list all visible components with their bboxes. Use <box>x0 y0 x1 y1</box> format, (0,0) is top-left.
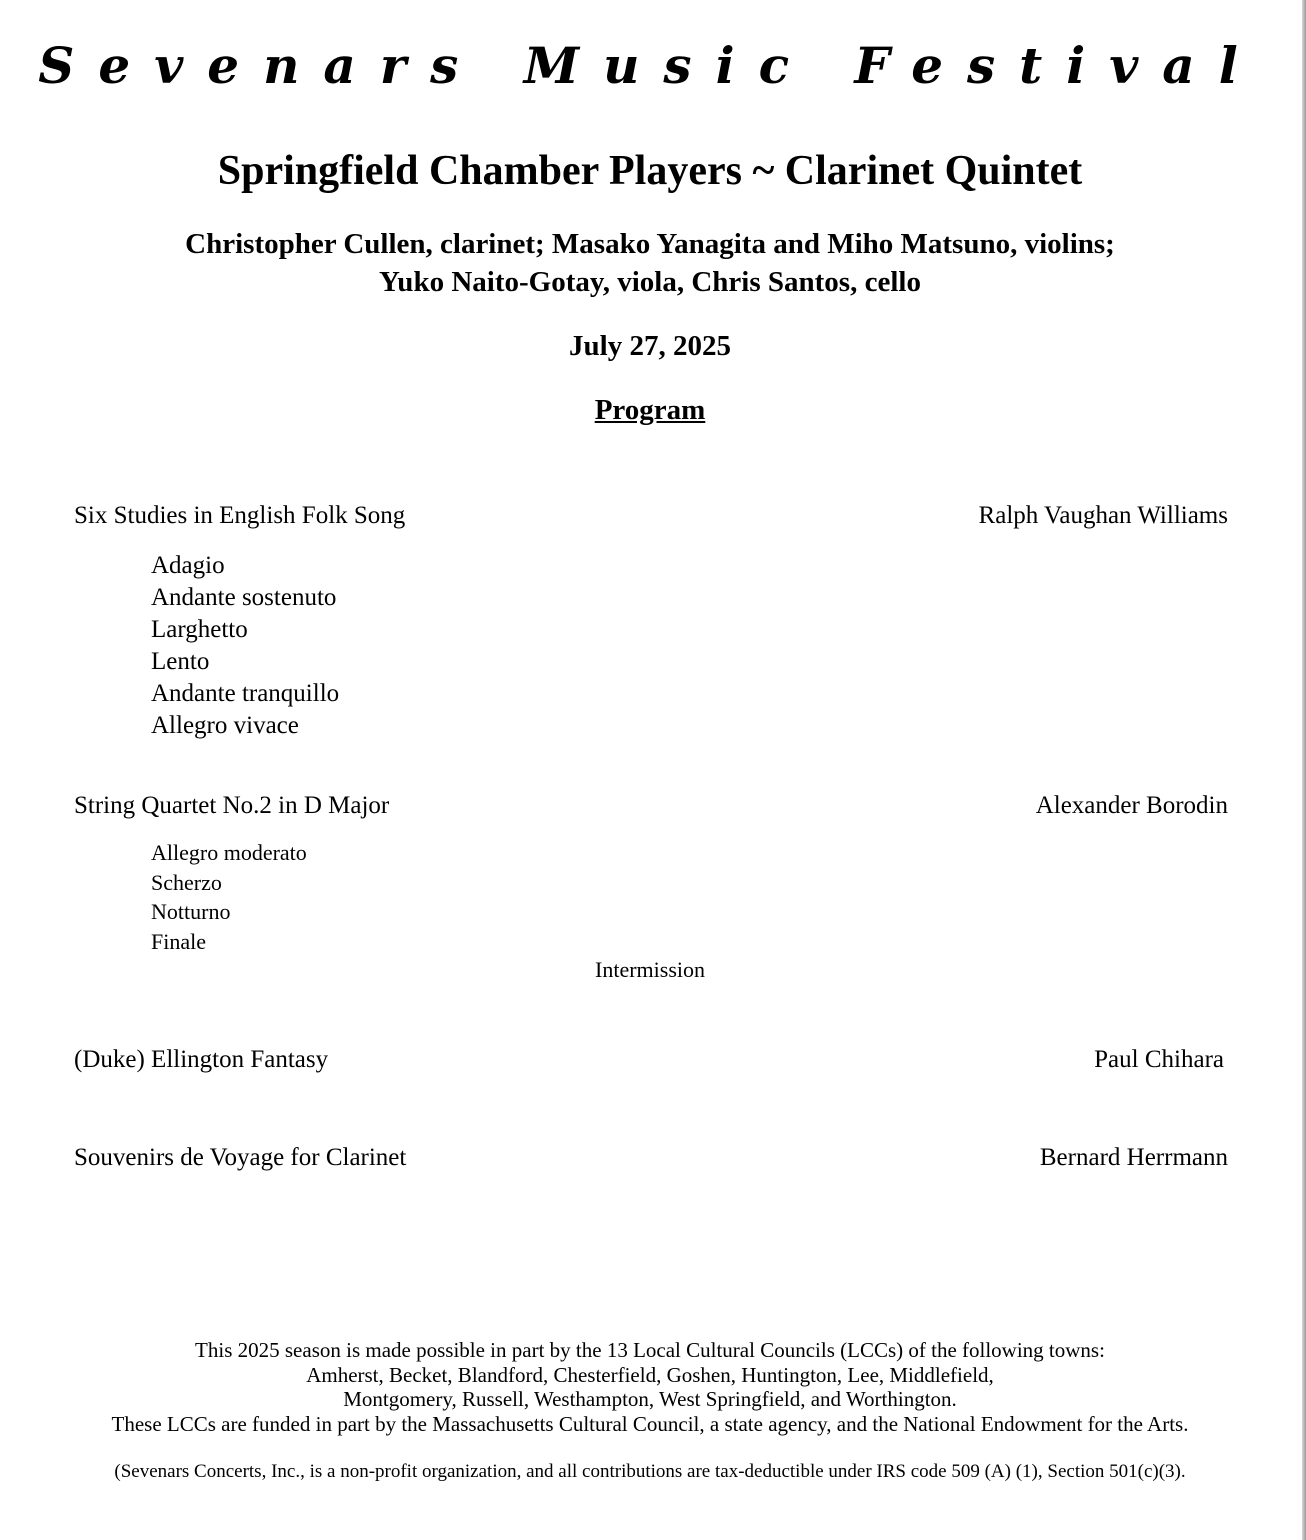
movement: Andante tranquillo <box>151 680 340 707</box>
work-title: String Quartet No.2 in D Major <box>74 792 390 819</box>
work-title: (Duke) Ellington Fantasy <box>74 1046 329 1073</box>
program-heading <box>0 392 1300 428</box>
festival-title: Sevenars Music Festival <box>38 36 1262 95</box>
work-composer: Ralph Vaughan Williams <box>978 502 1228 529</box>
credits-line: These LCCs are funded in part by the Massachusetts Cultural Council, a state agency, and the National Endowment for the Arts. <box>111 1411 1189 1436</box>
movement-list <box>151 550 339 742</box>
credits-line: Montgomery, Russell, Westhampton, West Springfield, and Worthington. <box>343 1387 957 1411</box>
movement: Allegro moderato <box>151 840 307 865</box>
work-composer: Bernard Herrmann <box>1039 1144 1228 1171</box>
nonprofit-note: (Sevenars Concerts, Inc., is a non-profit organization, and all contributions are tax-deductible under IRS code 509 (A) (1), Section 501(c)(3). <box>114 1461 1186 1482</box>
movement: Allegro vivace <box>151 712 299 739</box>
concert-date: July 27, 2025 <box>569 330 731 362</box>
movement: Finale <box>151 928 206 954</box>
movement: Adagio <box>151 552 225 579</box>
credits-line: Amherst, Becket, Blandford, Chesterfield, Goshen, Huntington, Lee, Middlefield, <box>306 1362 994 1387</box>
movement: Scherzo <box>151 869 222 895</box>
work-title: Souvenirs de Voyage for Clarinet <box>74 1144 407 1171</box>
performers <box>0 225 1300 301</box>
funding-credits <box>0 1338 1300 1436</box>
movement: Notturno <box>151 899 231 924</box>
intermission: Intermission <box>595 957 705 982</box>
movement: Larghetto <box>151 616 248 643</box>
page-edge <box>1302 0 1306 1540</box>
movement: Andante sostenuto <box>151 584 337 611</box>
work-composer: Paul Chihara <box>1094 1046 1224 1073</box>
credits-line: This 2025 season is made possible in part by the 13 Local Cultural Councils (LCCs) of the following towns: <box>195 1338 1105 1362</box>
program-heading-text: Program <box>594 394 706 426</box>
program-work <box>74 500 1228 532</box>
program-work <box>74 1142 1228 1174</box>
work-composer: Alexander Borodin <box>1035 792 1228 819</box>
movement: Lento <box>151 648 210 675</box>
performers-line: Christopher Cullen, clarinet; Masako Yanagita and Miho Matsuno, violins; <box>185 228 1115 260</box>
program-work <box>74 790 1228 822</box>
performers-line: Yuko Naito-Gotay, viola, Chris Santos, cello <box>379 266 921 298</box>
program-work <box>74 1044 1228 1076</box>
movement-list <box>151 838 307 956</box>
ensemble-title: Springfield Chamber Players ~ Clarinet Quintet <box>217 148 1083 194</box>
work-title: Six Studies in English Folk Song <box>74 502 406 529</box>
